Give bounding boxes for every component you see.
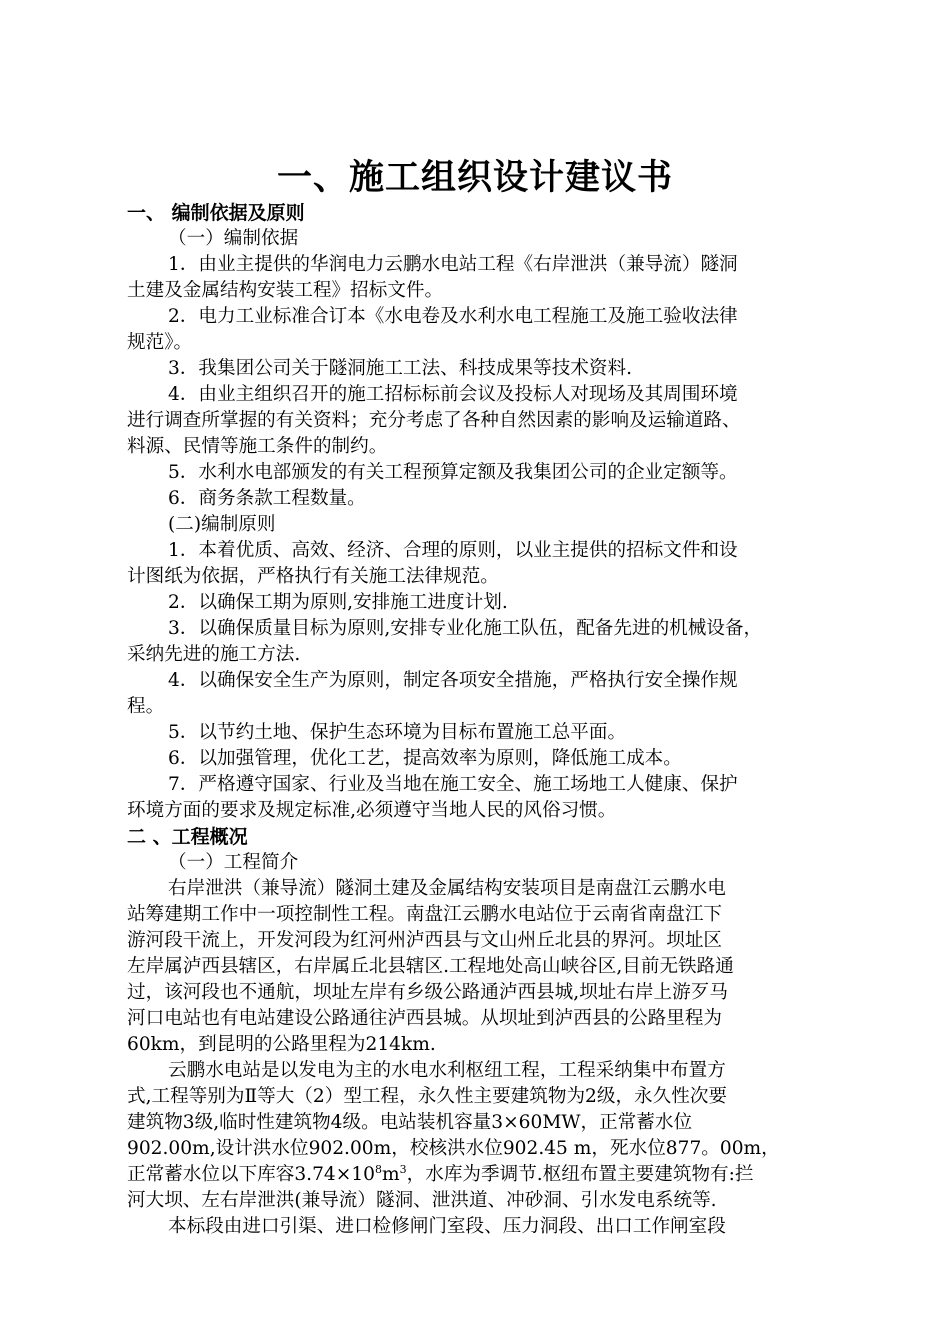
paragraph-line: 6．以加强管理，优化工艺，提高效率为原则，降低施工成本。 — [168, 748, 682, 769]
section-heading: 一、 编制依据及原则 — [127, 202, 305, 224]
paragraph-line: 1．本着优质、高效、经济、合理的原则，以业主提供的招标文件和设 — [168, 540, 738, 561]
section-heading: 二 、工程概况 — [127, 826, 248, 848]
text-run: m — [381, 1164, 400, 1185]
paragraph-line: 过，该河段也不通航，坝址左岸有乡级公路通泸西县城,坝址右岸上游歹马 — [127, 982, 728, 1003]
paragraph-line: 6．商务条款工程数量。 — [168, 488, 366, 509]
paragraph-line: 3．以确保质量目标为原则,安排专业化施工队伍，配备先进的机械设备， — [168, 618, 763, 639]
paragraph-line: 进行调查所掌握的有关资料；充分考虑了各种自然因素的影响及运输道路、 — [127, 410, 741, 431]
paragraph-line: 站筹建期工作中一项控制性工程。南盘江云鹏水电站位于云南省南盘江下 — [127, 904, 723, 925]
paragraph-line: 程。 — [127, 696, 165, 717]
paragraph-line: 游河段干流上，开发河段为红河州泸西县与文山州丘北县的界河。坝址区 — [127, 930, 723, 951]
paragraph-line: 7．严格遵守国家、行业及当地在施工安全、施工场地工人健康、保护 — [168, 774, 738, 795]
superscript: 8 — [374, 1163, 382, 1176]
text-run: ，水库为季调节.枢纽布置主要建筑物有:拦 — [406, 1164, 754, 1185]
superscript: 3 — [399, 1163, 407, 1176]
paragraph-line: 本标段由进口引渠、进口检修闸门室段、压力洞段、出口工作闸室段 — [168, 1216, 726, 1237]
paragraph-line: 1．由业主提供的华润电力云鹏水电站工程《右岸泄洪（兼导流）隧洞 — [168, 254, 738, 275]
paragraph-line: 采纳先进的施工方法. — [127, 644, 301, 665]
paragraph-line: 2．以确保工期为原则,安排施工进度计划. — [168, 592, 508, 613]
paragraph-line: 4．以确保安全生产为原则，制定各项安全措施，严格执行安全操作规 — [168, 670, 738, 691]
text-run: 正常蓄水位以下库容3.74×10 — [127, 1164, 375, 1185]
paragraph-line: 5．以节约土地、保护生态环境为目标布置施工总平面。 — [168, 722, 627, 743]
subsection-heading: （一）编制依据 — [168, 228, 299, 249]
paragraph-line: 左岸属泸西县辖区，右岸属丘北县辖区.工程地处高山峡谷区,目前无铁路通 — [127, 956, 734, 977]
paragraph-line: 2．电力工业标准合订本《水电卷及水利水电工程施工及施工验收法律 — [168, 306, 738, 327]
paragraph-line: 902.00m,设计洪水位902.00m，校核洪水位902.45 m，死水位877。00m， — [127, 1138, 780, 1159]
paragraph-line: 右岸泄洪（兼导流）隧洞土建及金属结构安装项目是南盘江云鹏水电 — [168, 878, 726, 899]
document-title: 一、施工组织设计建议书 — [276, 158, 673, 198]
paragraph-line: 3．我集团公司关于隧洞施工工法、科技成果等技术资料. — [168, 358, 632, 379]
paragraph-line: 计图纸为依据，严格执行有关施工法律规范。 — [127, 566, 499, 587]
paragraph-line: 云鹏水电站是以发电为主的水电水利枢纽工程，工程采纳集中布置方 — [168, 1060, 726, 1081]
paragraph-line: 式,工程等别为Ⅱ等大（2）型工程，永久性主要建筑物为2级，永久性次要 — [127, 1086, 728, 1107]
document-body — [127, 200, 859, 1240]
paragraph-line: 料源、民情等施工条件的制约。 — [127, 436, 388, 457]
paragraph-line: 60km，到昆明的公路里程为214km. — [127, 1034, 436, 1055]
paragraph-line: 规范》。 — [127, 332, 193, 353]
subsection-heading: （一）工程简介 — [168, 852, 299, 873]
paragraph-line: 河口电站也有电站建设公路通往泸西县城。从坝址到泸西县的公路里程为 — [127, 1008, 723, 1029]
paragraph-line: 4．由业主组织召开的施工招标标前会议及投标人对现场及其周围环境 — [168, 384, 738, 405]
paragraph-line: 环境方面的要求及规定标准,必须遵守当地人民的风俗习惯。 — [127, 800, 617, 821]
paragraph-line — [127, 1162, 859, 1188]
paragraph-line: 河大坝、左右岸泄洪(兼导流）隧洞、泄洪道、冲砂洞、引水发电系统等. — [127, 1190, 717, 1211]
paragraph-line: 建筑物3级,临时性建筑物4级。电站装机容量3×60MW，正常蓄水位 — [127, 1112, 693, 1133]
subsection-heading: (二)编制原则 — [168, 514, 276, 535]
paragraph-line: 5．水利水电部颁发的有关工程预算定额及我集团公司的企业定额等。 — [168, 462, 738, 483]
paragraph-line: 土建及金属结构安装工程》招标文件。 — [127, 280, 444, 301]
